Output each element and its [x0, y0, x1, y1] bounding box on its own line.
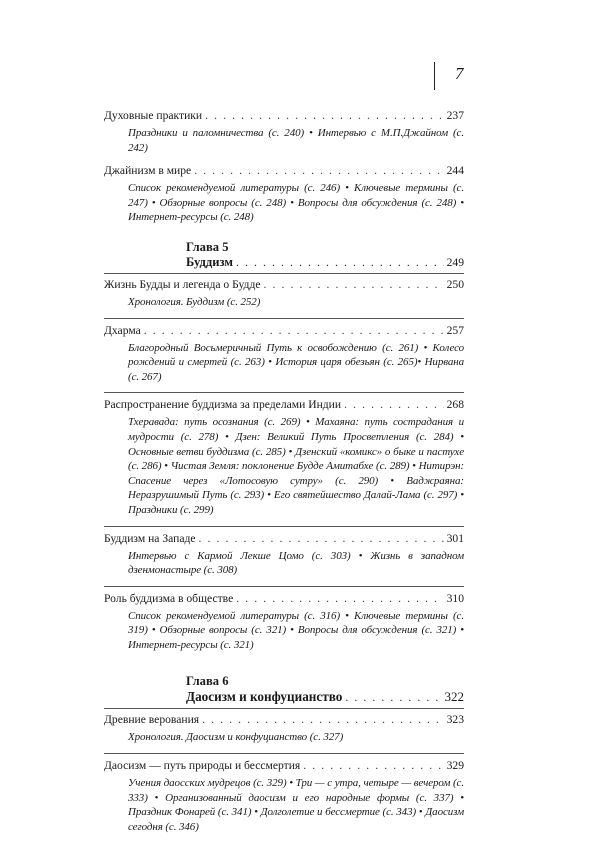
chapter-heading[interactable] — [104, 240, 464, 270]
toc-entry-page: 323 — [446, 713, 464, 727]
toc-subtopics: Интервью с Кармой Лекше Цомо (с. 303) • Жизнь в западном дзенмонастыре (с. 308) — [128, 549, 464, 577]
toc-entry[interactable] — [104, 108, 464, 123]
toc-entry[interactable] — [104, 591, 464, 606]
toc-subtopics: Учения даосских мудрецов (с. 329) • Три — с утра, четыре — вечером (с. 333) • Организованный даосизм и его народные формы (с. 337) • Праздник Фонарей (с. 341) • Долголетие и бессмертие (с. 343) • Даосизм сегодня (с. 346) — [128, 777, 464, 833]
toc-entry-title: Дхарма — [104, 323, 141, 337]
toc-entry[interactable] — [104, 163, 464, 178]
dot-leader — [236, 591, 443, 606]
dot-leader — [344, 397, 444, 412]
divider — [104, 318, 464, 319]
toc-subtopics: Список рекомендуемой литературы (с. 316) • Ключевые термины (с. 319) • Обзорные вопросы (с. 321) • Вопросы для обсуждения (с. 321) • Интернет-ресурсы (с. 321) — [128, 609, 464, 651]
toc-entry-title: Древние верования — [104, 713, 200, 727]
toc-entry-page: 237 — [446, 109, 464, 122]
dot-leader — [199, 531, 444, 546]
toc-entry-page: 310 — [446, 591, 464, 605]
toc-entry-page: 268 — [446, 398, 464, 412]
dot-leader — [194, 163, 443, 178]
toc-subtopics: Праздники и паломничества (с. 240) • Интервью с М.П.Джайном (с. 242) — [128, 127, 464, 154]
toc-subtopics: Благородный Восьмеричный Путь к освобождению (с. 261) • Колесо рождений и смертей (с. 263) • История царя обезьян (с. 265)• Нирвана (с. 267) — [128, 341, 464, 383]
toc-entry-page: 301 — [446, 531, 464, 545]
toc-entry[interactable] — [104, 712, 464, 727]
chapter-page: 249 — [446, 255, 464, 269]
chapter-label: Глава 6 — [186, 674, 229, 689]
toc-subtopics: Тхеравада: путь осознания (с. 269) • Махаяна: путь сострадания и мудрости (с. 278) • Дзен: Великий Путь Просветления (с. 284) • Основные ветви буддизма (с. 285) • Дзенский «комикс» о быке и пастухе (с. 286) • Чистая Земля: поклонение Будде Амитабхе (с. 289) • Нитирэн: Спасение через «Лотосовую сутру» (с. 290) • Ваджраяна: Неразрушимый Путь (с. 293) • Его святейшество Далай-Лама (с. 297) • Праздники (с. 299) — [128, 416, 464, 516]
chapter-title: Даосизм и конфуцианство — [186, 689, 343, 705]
dot-leader — [236, 256, 444, 269]
dot-leader — [303, 758, 443, 773]
toc-entry-title: Жизнь Будды и легенда о Будде — [104, 277, 261, 291]
toc-entry-title: Буддизм на Западе — [104, 531, 196, 545]
toc-entry[interactable] — [104, 277, 464, 292]
toc-subtopics: Хронология. Даосизм и конфуцианство (с. 327) — [128, 731, 344, 744]
toc-entry-page: 250 — [446, 277, 464, 291]
chapter-rule — [104, 273, 464, 274]
dot-leader — [345, 691, 441, 704]
chapter-title: Буддизм — [186, 254, 233, 269]
chapter-label: Глава 5 — [186, 239, 229, 254]
toc-entry[interactable] — [104, 758, 464, 773]
toc-entry-title: Духовные практики — [104, 109, 203, 122]
toc-entry-title: Распространение буддизма за пределами Индии — [104, 398, 342, 412]
page-number: 7 — [455, 64, 464, 83]
toc-entry[interactable] — [104, 531, 464, 546]
toc-subtopics: Список рекомендуемой литературы (с. 246) • Ключевые термины (с. 247) • Обзорные вопросы (с. 248) • Вопросы для обсуждения (с. 248) • Интернет-ресурсы (с. 248) — [128, 182, 464, 224]
toc-entry-title: Роль буддизма в обществе — [104, 591, 234, 605]
dot-leader — [144, 323, 444, 338]
dot-leader — [264, 277, 444, 292]
page-number-rule — [434, 62, 435, 90]
chapter-heading[interactable] — [104, 674, 464, 705]
dot-leader — [202, 712, 443, 727]
toc-entry-page: 257 — [446, 323, 464, 337]
toc-entry[interactable] — [104, 397, 464, 412]
toc-entry-page: 244 — [446, 164, 464, 178]
toc-entry-page: 329 — [446, 759, 464, 773]
table-of-contents — [104, 108, 464, 842]
divider — [104, 526, 464, 527]
chapter-page: 322 — [444, 689, 464, 705]
chapter-rule — [104, 708, 464, 709]
toc-entry-title: Даосизм — путь природы и бессмертия — [104, 759, 301, 773]
divider — [104, 753, 464, 754]
divider — [104, 392, 464, 393]
toc-entry[interactable] — [104, 323, 464, 338]
toc-entry-title: Джайнизм в мире — [104, 164, 192, 178]
toc-subtopics: Хронология. Буддизм (с. 252) — [128, 295, 261, 308]
divider — [104, 586, 464, 587]
dot-leader — [205, 108, 444, 123]
